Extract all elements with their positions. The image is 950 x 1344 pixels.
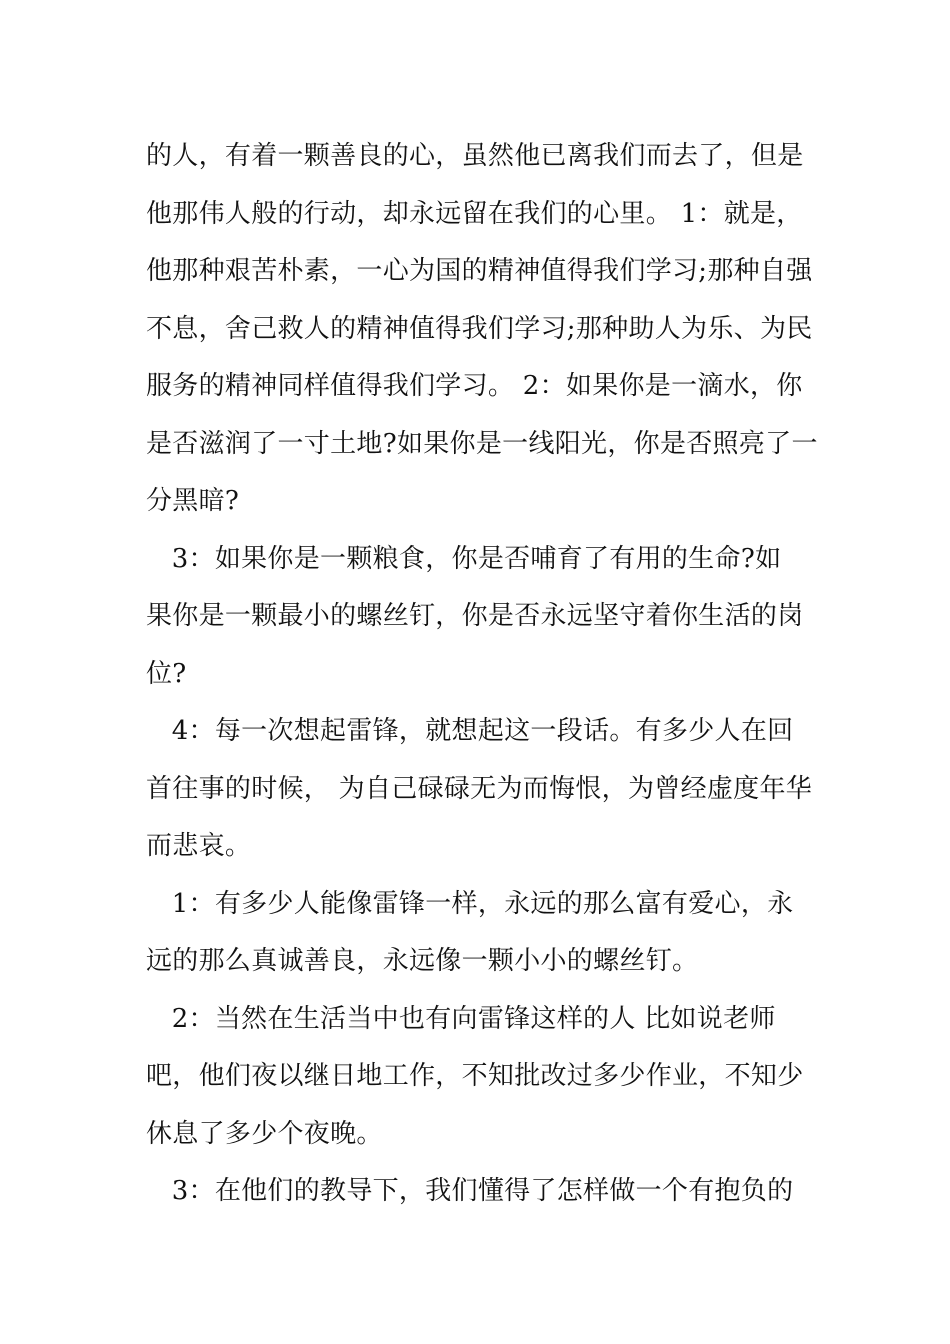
text-line: 首往事的时候， 为自己碌碌无为而悔恨，为曾经虚度年华: [146, 773, 813, 804]
text-line: 3：如果你是一颗粮食，你是否哺育了有用的生命?如: [146, 543, 782, 574]
text-line: 不息，舍己救人的精神值得我们学习;那种助人为乐、为民: [146, 313, 813, 344]
text-line: 3：在他们的教导下，我们懂得了怎样做一个有抱负的: [146, 1176, 794, 1206]
text-line: 果你是一颗最小的螺丝钉，你是否永远坚守着你生活的岗: [146, 601, 804, 631]
document-text: [146, 128, 818, 1221]
text-line: 的人，有着一颗善良的心，虽然他已离我们而去了，但是: [146, 141, 804, 171]
text-line: 吧，他们夜以继日地工作，不知批改过多少作业，不知少: [146, 1061, 804, 1091]
text-line: 他那伟人般的行动，却永远留在我们的心里。 1：就是，: [146, 198, 803, 229]
text-line: 1：有多少人能像雷锋一样，永远的那么富有爱心，永: [146, 888, 794, 919]
text-line: 远的那么真诚善良，永远像一颗小小的螺丝钉。: [146, 946, 699, 976]
text-line: 服务的精神同样值得我们学习。 2：如果你是一滴水，你: [146, 371, 803, 401]
text-line: 是否滋润了一寸土地?如果你是一线阳光，你是否照亮了一: [146, 428, 818, 459]
text-line: 位?: [146, 658, 187, 689]
text-line: 休息了多少个夜晚。: [146, 1118, 383, 1149]
text-line: 2：当然在生活当中也有向雷锋这样的人 比如说老师: [146, 1003, 776, 1034]
text-line: 他那种艰苦朴素，一心为国的精神值得我们学习;那种自强: [146, 256, 813, 286]
text-line: 4：每一次想起雷锋，就想起这一段话。有多少人在回: [146, 716, 794, 746]
text-line: 而悲哀。: [146, 831, 252, 861]
text-line: 分黑暗?: [146, 486, 240, 516]
